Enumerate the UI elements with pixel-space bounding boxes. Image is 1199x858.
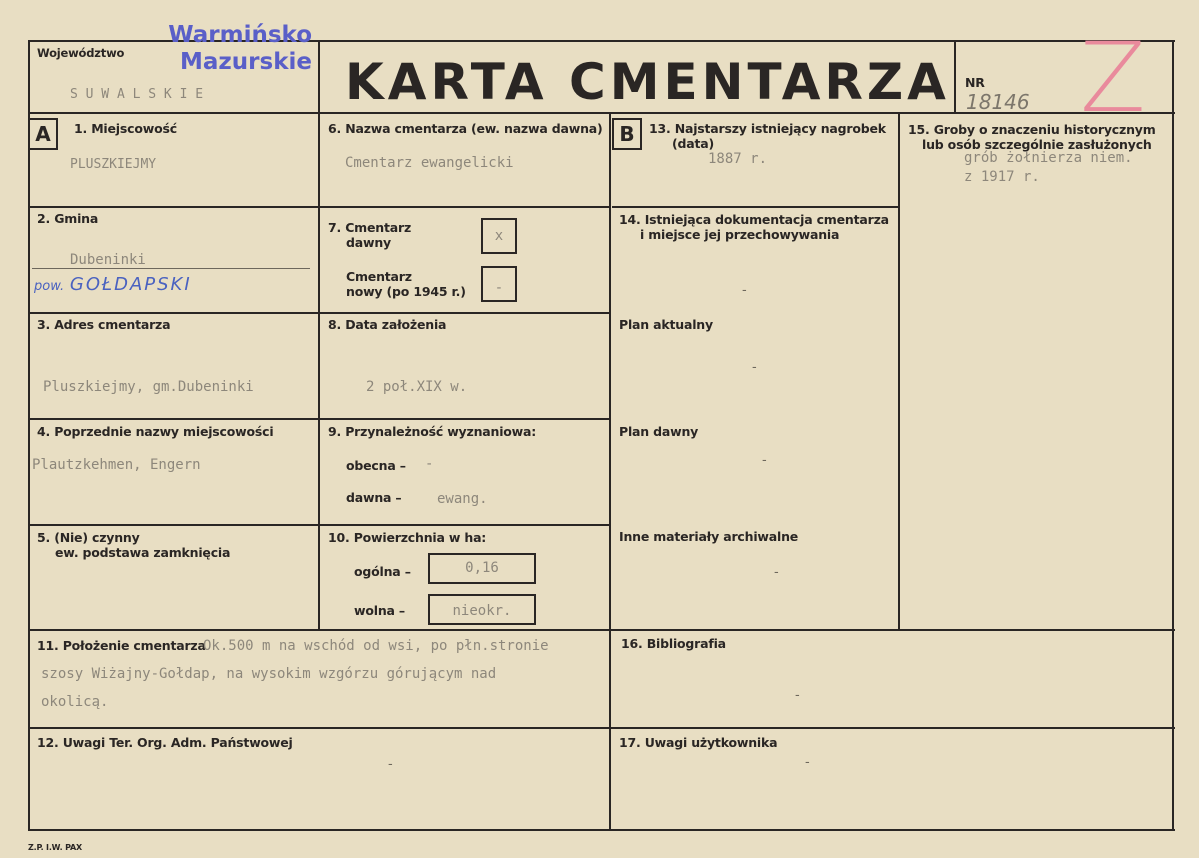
field-5-sublabel: ew. podstawa zamknięcia: [55, 545, 231, 560]
field-2-value: Dubeninki: [70, 252, 146, 268]
page-title: KARTA CMENTARZA: [345, 53, 950, 111]
field-7-nowy-sublabel: nowy (po 1945 r.): [346, 284, 466, 299]
stamp-line: Warmińsko: [168, 22, 312, 48]
field-16-label: 16. Bibliografia: [621, 636, 726, 651]
powiat-value: GOŁDAPSKI: [69, 274, 192, 295]
field-13-sublabel: (data): [672, 136, 715, 151]
stamp-line: Mazurskie: [180, 49, 312, 75]
field-7-label: 7. Cmentarz: [328, 220, 412, 235]
field-9-dawna-label: dawna –: [346, 490, 402, 505]
printer-mark: Z.P. I.W. PAX: [28, 843, 82, 852]
field-13-label: 13. Najstarszy istniejący nagrobek: [649, 121, 886, 136]
powiat-prefix: pow.: [34, 279, 65, 294]
border-right: [1172, 40, 1174, 831]
field-4-value: Plautzkehmen, Engern: [32, 457, 201, 473]
section-a-badge: A: [28, 118, 58, 150]
field-10-ogolna-label: ogólna –: [354, 564, 411, 579]
field-17-value: -: [805, 755, 810, 770]
field-15-value-line: grób żołnierza niem.: [964, 150, 1133, 166]
field-11-value-line: okolicą.: [41, 694, 109, 710]
field-12-label: 12. Uwagi Ter. Org. Adm. Państwowej: [37, 735, 293, 750]
field-9-obecna-value: -: [425, 456, 434, 472]
field-12-value: -: [388, 757, 393, 772]
field-14-value: -: [742, 283, 747, 298]
inne-materialy-value: -: [774, 565, 779, 580]
field-6-label: 6. Nazwa cmentarza (ew. nazwa dawna): [328, 121, 603, 136]
category-mark: Z: [1080, 22, 1146, 134]
field-5-label: 5. (Nie) czynny: [37, 530, 140, 545]
divider: [28, 727, 1175, 729]
field-10-wolna-value[interactable]: nieokr.: [428, 594, 536, 625]
nr-value: 18146: [966, 90, 1030, 114]
field-10-wolna-label: wolna –: [354, 603, 405, 618]
field-10-label: 10. Powierzchnia w ha:: [328, 530, 487, 545]
field-10-ogolna-value[interactable]: 0,16: [428, 553, 536, 584]
field-14-sublabel: i miejsce jej przechowywania: [640, 227, 840, 242]
border-left: [28, 40, 30, 831]
field-8-value: 2 poł.XIX w.: [366, 379, 468, 395]
field-9-label: 9. Przynależność wyznaniowa:: [328, 424, 537, 439]
field-3-label: 3. Adres cmentarza: [37, 317, 171, 332]
field-13-value: 1887 r.: [708, 151, 768, 167]
divider: [318, 40, 320, 630]
plan-dawny-value: -: [762, 453, 767, 468]
divider: [954, 40, 956, 113]
field-1-value: PLUSZKIEJMY: [70, 157, 157, 172]
field-9-dawna-value: ewang.: [437, 491, 488, 507]
section-b-badge: B: [612, 118, 642, 150]
field-3-value: Pluszkiejmy, gm.Dubeninki: [43, 379, 254, 395]
wojewodztwo-label: Województwo: [37, 46, 125, 60]
field-1-label: 1. Miejscowość: [74, 121, 177, 136]
field-17-label: 17. Uwagi użytkownika: [619, 735, 778, 750]
voivodeship-stamp: [150, 22, 312, 76]
field-11-value-line: szosy Wiżajny-Gołdap, na wysokim wzgórzu górującym nad: [41, 666, 497, 682]
wojewodztwo-value: S U W A L S K I E: [70, 87, 204, 102]
field-15-label: 15. Groby o znaczeniu historycznym: [908, 122, 1156, 137]
field-7-sublabel: dawny: [346, 235, 391, 250]
checkbox-cmentarz-dawny[interactable]: x: [481, 218, 517, 254]
divider: [28, 629, 1175, 631]
field-4-label: 4. Poprzednie nazwy miejscowości: [37, 424, 274, 439]
field-7-nowy-label: Cmentarz: [346, 269, 412, 284]
underline: [32, 268, 310, 269]
field-6-value: Cmentarz ewangelicki: [345, 155, 514, 171]
field-8-label: 8. Data założenia: [328, 317, 447, 332]
divider: [898, 112, 900, 630]
inne-materialy-label: Inne materiały archiwalne: [619, 529, 799, 544]
field-16-value: -: [795, 688, 800, 703]
field-9-obecna-label: obecna –: [346, 458, 406, 473]
field-15-value-line: z 1917 r.: [964, 169, 1040, 185]
divider: [609, 112, 611, 830]
field-11-value-line: Ok.500 m na wschód od wsi, po płn.stronie: [203, 638, 549, 654]
field-2-label: 2. Gmina: [37, 211, 99, 226]
field-14-label: 14. Istniejąca dokumentacja cmentarza: [619, 212, 889, 227]
border-bottom: [28, 829, 1175, 831]
field-11-label: 11. Położenie cmentarza: [37, 638, 206, 653]
checkbox-cmentarz-nowy[interactable]: -: [481, 266, 517, 302]
field-15-sublabel: lub osób szczególnie zasłużonych: [922, 137, 1152, 152]
plan-dawny-label: Plan dawny: [619, 424, 699, 439]
nr-label: NR: [965, 75, 985, 90]
plan-aktualny-label: Plan aktualny: [619, 317, 713, 332]
plan-aktualny-value: -: [752, 360, 757, 375]
divider: [612, 206, 898, 208]
powiat-handwritten: [34, 274, 192, 295]
